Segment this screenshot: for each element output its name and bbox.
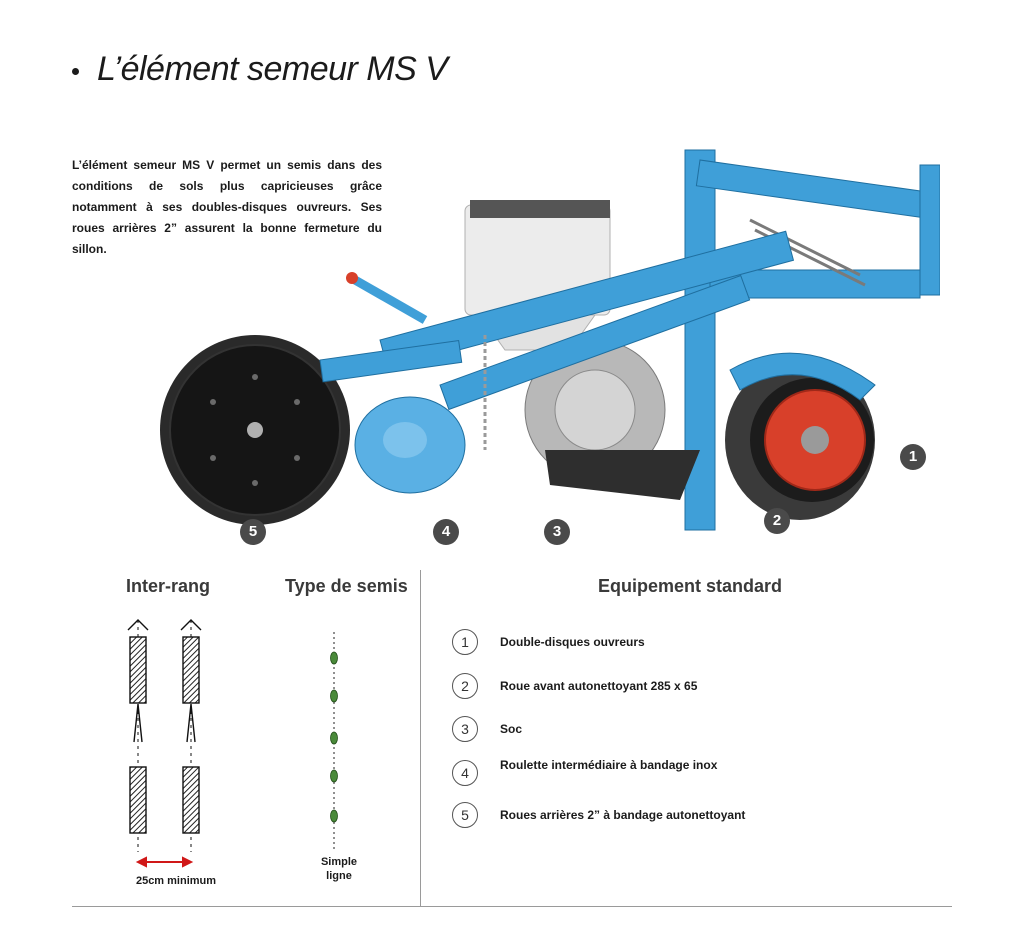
- equipment-item-5: [452, 802, 745, 828]
- inter-rang-title: Inter-rang: [126, 576, 211, 596]
- seeder-unit-illustration: [140, 140, 940, 540]
- equipment-item-2: [452, 673, 697, 699]
- inter-rang-diagram: [110, 612, 220, 872]
- equipment-item-4: [452, 758, 717, 786]
- callout-4: 4: [433, 519, 459, 545]
- item-number-3: 3: [452, 716, 478, 742]
- inter-rang-measure: 25cm minimum: [135, 875, 217, 887]
- bullet-icon: [72, 68, 79, 75]
- item-number-5: 5: [452, 802, 478, 828]
- item-label-1: Double-disques ouvreurs: [500, 635, 645, 649]
- bottom-rule: [72, 906, 952, 907]
- item-label-3: Soc: [500, 722, 523, 736]
- item-label-5: Roues arrières 2” à bandage autonettoyant: [500, 808, 746, 822]
- column-divider: [420, 570, 421, 906]
- callout-3: 3: [544, 519, 570, 545]
- page-title: [72, 50, 447, 89]
- item-label-4: Roulette intermédiaire à bandage inox: [500, 758, 718, 772]
- item-label-2: Roue avant autonettoyant 285 x 65: [500, 679, 698, 693]
- callout-1: 1: [900, 444, 926, 470]
- item-number-2: 2: [452, 673, 478, 699]
- equipement-title: Equipement standard: [598, 576, 783, 596]
- title-text: L’élément semeur MS V: [97, 50, 448, 88]
- type-semis-title: Type de semis: [285, 576, 408, 596]
- seed-type-label-line2: ligne: [326, 870, 352, 882]
- equipment-item-1: [452, 629, 645, 655]
- intro-paragraph: L’élément semeur MS V permet un semis dans des conditions de sols plus capricieuses grâce notamment à ses doubles-disques ouvreurs. Ses roues arrières 2” assurent la bonne fermeture du sillon.: [72, 158, 382, 256]
- callout-2: 2: [764, 508, 790, 534]
- seed-line-diagram: [322, 632, 346, 852]
- item-number-4: 4: [452, 760, 478, 786]
- equipment-item-3: [452, 716, 522, 742]
- seed-type-label-line1: Simple: [320, 856, 358, 868]
- item-number-1: 1: [452, 629, 478, 655]
- callout-5: 5: [240, 519, 266, 545]
